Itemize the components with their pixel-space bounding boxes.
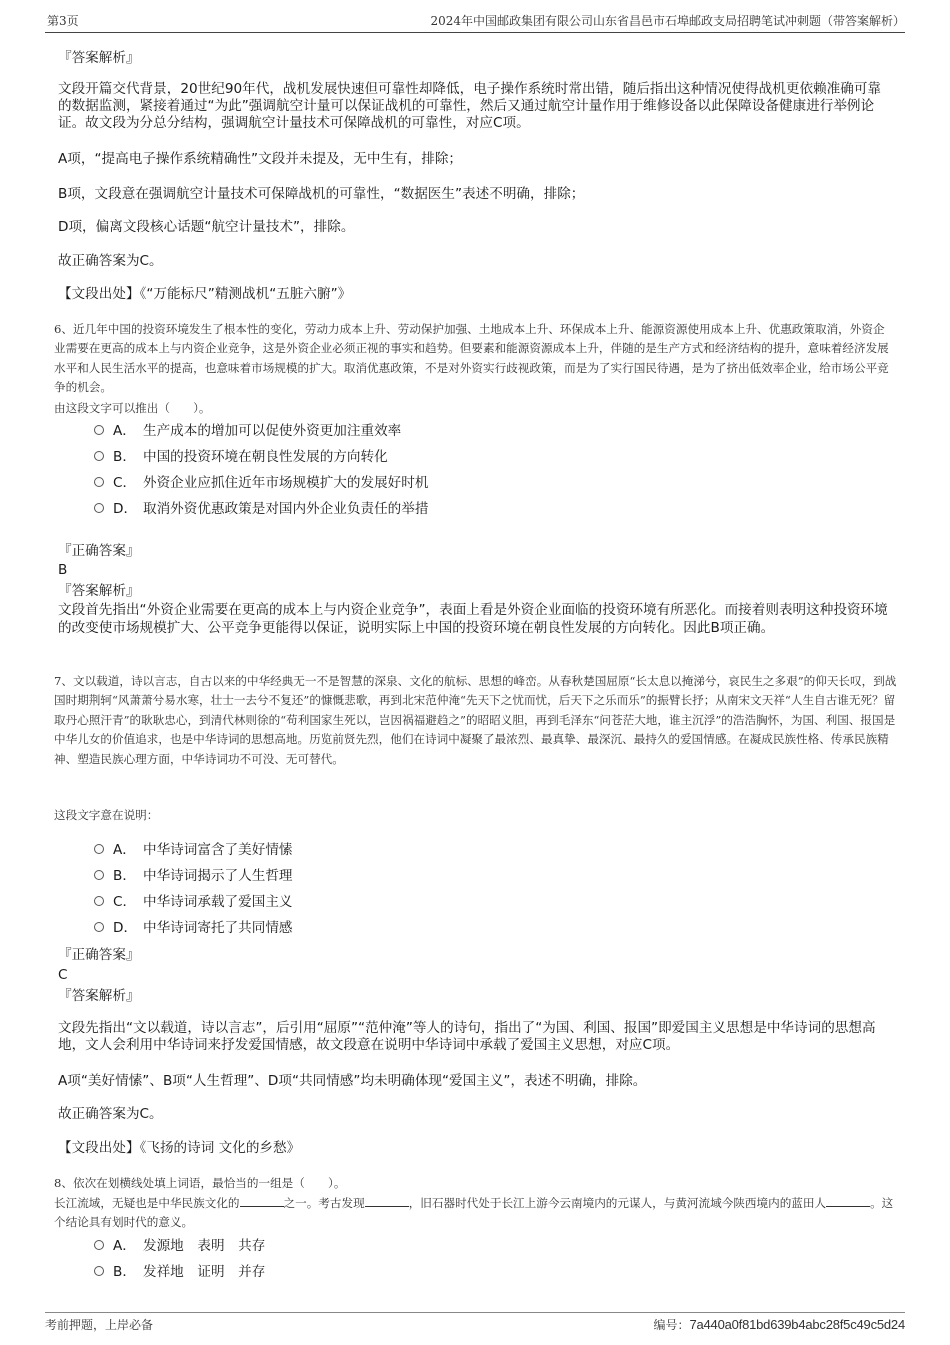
radio-icon[interactable] — [94, 922, 104, 932]
radio-icon[interactable] — [94, 477, 104, 487]
q8-passage: 长江流域，无疑也是中华民族文化的 之一。考古发现 ，旧石器时代处于长江上游今云南境内的元谋人，与黄河流域今陕西境内的蓝田人 。这个结论具有划时代的意义。 — [54, 1196, 894, 1230]
fill-blank-3 — [826, 1196, 870, 1207]
q8-stem: 8、依次在划横线处填上词语，最恰当的一组是（ ）。 — [54, 1176, 346, 1190]
page-number: 第3页 — [47, 14, 79, 28]
q6-analysis-label: 『答案解析』 — [58, 583, 140, 599]
radio-icon[interactable] — [94, 1266, 104, 1276]
q6-option-b[interactable]: B． 中国的投资环境在朝良性发展的方向转化 — [94, 447, 388, 467]
page-header — [45, 8, 905, 33]
q7-analysis-options: A项“美好情愫”、B项“人生哲理”、D项“共同情感”均未明确体现“爱国主义”，表述不明确，排除。 — [58, 1073, 647, 1089]
q7-answer-label: 『正确答案』 — [58, 947, 140, 963]
q5-analysis-paragraph: 文段开篇交代背景，20世纪90年代，战机发展快速但可靠性却降低，电子操作系统时常出错，随后指出这种情况使得战机更依赖准确可靠的数据监测，紧接着通过“为此”强调航空计量可以保证战机的可靠性，然后又通过航空计量作用于维修设备以此保障设备健康进行举例论证。故文段为分总分结构，强调航空计量技术可保障战机的可靠性，对应C项。 — [58, 81, 882, 131]
q5-analysis-option-d: D项，偏离文段核心话题“航空计量技术”，排除。 — [58, 219, 355, 235]
q7-analysis-paragraph: 文段先指出“文以载道，诗以言志”，后引用“屈原”“范仲淹”等人的诗句，指出了“为国、利国、报国”即爱国主义思想是中华诗词的思想高地，文人会利用中华诗词来抒发爱国情感，故文段意在说明中华诗词中承载了爱国主义思想，对应C项。 — [58, 1020, 876, 1053]
q5-analysis-option-a: A项，“提高电子操作系统精确性”文段并未提及，无中生有，排除； — [58, 151, 463, 167]
q7-analysis-label: 『答案解析』 — [58, 988, 140, 1004]
q6-option-d[interactable]: D． 取消外资优惠政策是对国内外企业负责任的举措 — [94, 499, 428, 519]
q8-option-a[interactable]: A． 发源地 表明 共存 — [94, 1236, 265, 1256]
q6-option-c[interactable]: C． 外资企业应抓住近年市场规模扩大的发展好时机 — [94, 473, 428, 493]
q7-answer: C — [58, 967, 68, 983]
document-code: 编号：7a440a0f81bd639b4abc28f5c49c5d24 — [653, 1317, 905, 1332]
radio-icon[interactable] — [94, 451, 104, 461]
q5-conclusion: 故正确答案为C。 — [58, 253, 163, 269]
q6-analysis: 文段首先指出“外资企业需要在更高的成本上与内资企业竞争”，表面上看是外资企业面临的投资环境有所恶化。而接着则表明这种投资环境的改变使市场规模扩大、公平竞争更能得以保证，说明实际上中国的投资环境在朝良性发展的方向转化。因此B项正确。 — [58, 602, 888, 636]
page-footer — [45, 1312, 905, 1337]
q6-prompt: 由这段文字可以推出（ ）。 — [54, 401, 211, 415]
fill-blank-2 — [365, 1196, 409, 1207]
q7-stem: 7、文以载道，诗以言志，自古以来的中华经典无一不是智慧的深泉、文化的航标、思想的峰峦。从春秋楚国屈原“长太息以掩涕兮，哀民生之多艰”的仰天长叹，到战国时期荆轲“风萧萧兮易水寒，壮士一去兮不复还”的慷慨悲歌，再到北宋范仲淹“先天下之忧而忧，后天下之乐而乐”的振臂长抒；从南宋文天祥“人生自古谁无死？留取丹心照汗青”的耿耿忠心，到清代林则徐的“苟利国家生死以，岂因祸福避趋之”的昭昭义胆，再到毛泽东“问苍茫大地，谁主沉浮”的浩浩胸怀，为国、利国、报国是中华儿女的价值追求，也是中华诗词的思想高地。历览前贤先烈，他们在诗词中凝聚了最浓烈、最真挚、最深沉、最持久的爱国情感。在凝成民族性格、传承民族精神、塑造民族心理方面，中华诗词功不可没、无可替代。 — [54, 674, 897, 766]
q7-option-b[interactable]: B． 中华诗词揭示了人生哲理 — [94, 866, 293, 886]
radio-icon[interactable] — [94, 425, 104, 435]
fill-blank-1 — [240, 1196, 284, 1207]
q7-option-c[interactable]: C． 中华诗词承载了爱国主义 — [94, 892, 293, 912]
radio-icon[interactable] — [94, 870, 104, 880]
q7-option-a[interactable]: A． 中华诗词富含了美好情愫 — [94, 840, 293, 860]
q7-conclusion: 故正确答案为C。 — [58, 1106, 163, 1122]
q5-source: 【文段出处】《“万能标尺”精测战机“五脏六腑”》 — [58, 286, 352, 302]
q6-answer-label: 『正确答案』 — [58, 543, 140, 559]
radio-icon[interactable] — [94, 503, 104, 513]
document-title: 2024年中国邮政集团有限公司山东省昌邑市石埠邮政支局招聘笔试冲刺题（带答案解析） — [430, 14, 905, 28]
radio-icon[interactable] — [94, 844, 104, 854]
footer-slogan: 考前押题，上岸必备 — [45, 1318, 154, 1332]
q8-option-b[interactable]: B． 发祥地 证明 并存 — [94, 1262, 265, 1282]
q5-analysis-option-b: B项，文段意在强调航空计量技术可保障战机的可靠性，“数据医生”表述不明确，排除； — [58, 186, 585, 202]
q6-stem: 6、近几年中国的投资环境发生了根本性的变化，劳动力成本上升、劳动保护加强、土地成本上升、环保成本上升、能源资源使用成本上升、优惠政策取消，外资企业需要在更高的成本上与内资企业竞争，这是外资企业必须正视的事实和趋势。但要素和能源资源成本上升，伴随的是生产方式和经济结构的提升，意味着经济发展水平和人民生活水平的提高，也意味着市场规模的扩大。取消优惠政策，不是对外资实行歧视政策，而是为了实行国民待遇，是为了挤出低效率企业，给市场公平竞争的机会。 — [54, 322, 889, 395]
q5-analysis-label: 『答案解析』 — [58, 50, 140, 66]
q7-source: 【文段出处】《飞扬的诗词 文化的乡愁》 — [58, 1140, 301, 1156]
q7-option-d[interactable]: D． 中华诗词寄托了共同情感 — [94, 918, 293, 938]
q7-prompt: 这段文字意在说明： — [54, 808, 159, 822]
radio-icon[interactable] — [94, 896, 104, 906]
radio-icon[interactable] — [94, 1240, 104, 1250]
q6-answer: B — [58, 562, 68, 578]
q6-option-a[interactable]: A． 生产成本的增加可以促使外资更加注重效率 — [94, 421, 401, 441]
